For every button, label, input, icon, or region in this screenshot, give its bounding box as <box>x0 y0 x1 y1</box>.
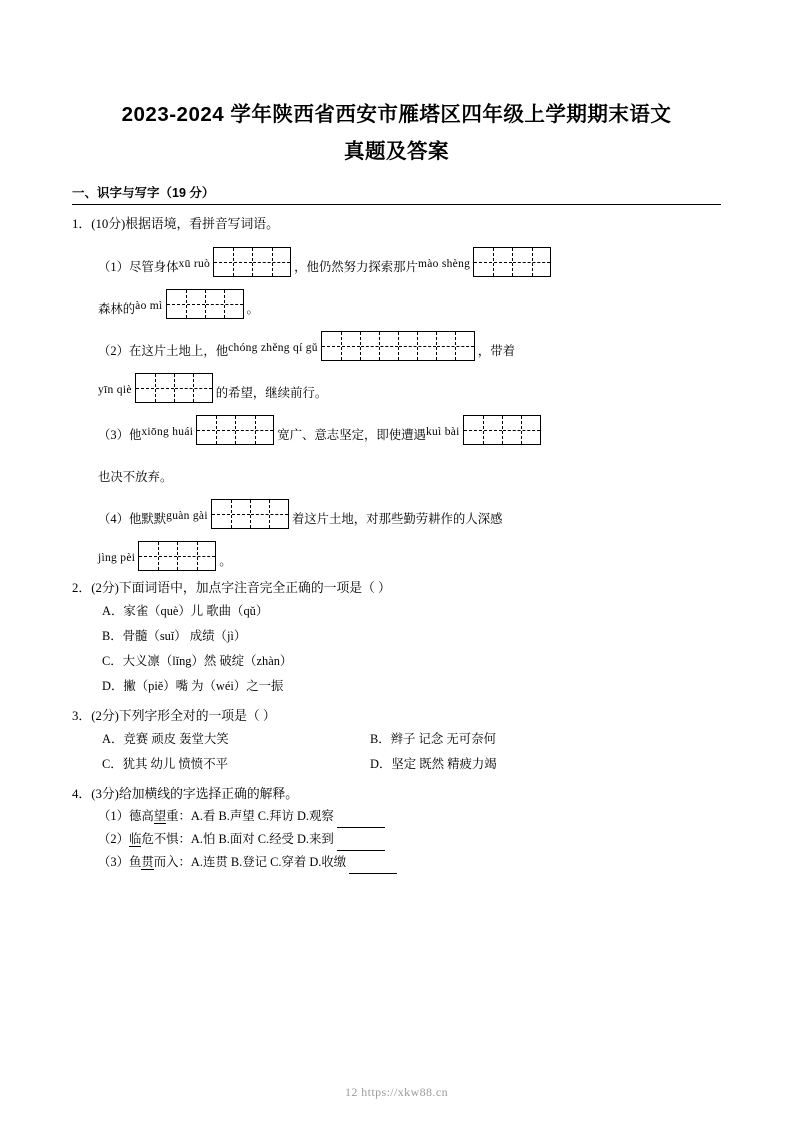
q1-2-tail: 的希望，继续前行。 <box>215 386 328 400</box>
question-4-item-3 <box>98 851 721 874</box>
question-1-item-4-cont <box>98 529 721 571</box>
q4-1-post: 重：A.看 B.声望 C.拜访 D.观察 <box>166 809 334 823</box>
question-4-stem: 4．(3分)给加横线的字选择正确的解释。 <box>72 787 299 801</box>
q1-3-lead: （3）他 <box>98 428 142 442</box>
question-3-row-1 <box>102 727 721 752</box>
q4-2-underlined-char: 临 <box>128 832 142 846</box>
question-1-item-1-cont <box>98 277 721 319</box>
q4-3-underlined-char: 贯 <box>141 855 154 869</box>
q1-3-mid: 宽广、意志坚定，即使遭遇 <box>277 428 426 442</box>
q4-1-underlined-char: 望 <box>153 809 167 823</box>
question-1-item-2 <box>98 319 721 361</box>
question-4-item-2 <box>98 828 721 851</box>
answer-grid[interactable] <box>473 247 551 277</box>
q1-4-lead: （4）他默默 <box>98 512 167 526</box>
q1-1-pinyin-3: ào mì <box>135 300 163 312</box>
q1-3-tail: 也决不放弃。 <box>98 470 173 484</box>
question-3-option-a[interactable]: A．竞赛 顽皮 轰堂大笑 <box>102 732 229 746</box>
q1-1-tail-lead: 森林的 <box>98 302 136 316</box>
q1-3-pinyin-1: xiōng huái <box>141 426 194 438</box>
answer-blank[interactable] <box>349 860 397 874</box>
q1-4-tail: 。 <box>219 554 232 568</box>
question-4-item-1 <box>98 805 721 828</box>
question-1-item-3 <box>98 403 721 445</box>
answer-grid[interactable] <box>138 541 216 571</box>
question-3-row-2 <box>102 752 721 777</box>
answer-blank[interactable] <box>337 837 385 851</box>
question-3-option-c[interactable]: C．犹其 幼儿 愤愤不平 <box>102 757 228 771</box>
q4-1-pre: （1）德高 <box>98 809 154 823</box>
answer-grid[interactable] <box>213 247 291 277</box>
question-1-item-3-cont <box>98 445 721 487</box>
q4-2-pre: （2） <box>98 832 129 846</box>
answer-grid[interactable] <box>463 415 541 445</box>
question-3-stem: 3．(2分)下列字形全对的一项是（ ） <box>72 709 276 723</box>
q4-2-post: 危不惧：A.怕 B.面对 C.经受 D.来到 <box>141 832 334 846</box>
q1-4-pinyin-2: jìng pèi <box>98 552 136 564</box>
answer-blank[interactable] <box>337 814 385 828</box>
q1-3-pinyin-2: kuì bài <box>425 426 460 438</box>
question-2-option-d[interactable]: D．撇（piě）嘴 为（wéi）之一振 <box>102 679 284 693</box>
q1-1-lead: （1）尽管身体 <box>98 260 179 274</box>
answer-grid[interactable] <box>166 289 244 319</box>
question-3-option-b[interactable]: B．辫子 记念 无可奈何 <box>370 732 496 746</box>
q1-4-mid: 着这片土地，对那些勤劳耕作的人深感 <box>291 512 503 526</box>
section-divider <box>72 204 721 205</box>
q1-1-tail: 。 <box>246 302 259 316</box>
q1-2-pinyin-2: yīn qiè <box>98 384 132 396</box>
q1-2-mid: ，带着 <box>477 344 516 358</box>
question-1-item-1 <box>98 235 721 277</box>
question-2-option-b[interactable]: B．骨髓（suǐ） 成绩（jì） <box>102 629 247 643</box>
section-heading-1: 一、识字与写字（19 分） <box>72 186 215 200</box>
answer-grid[interactable] <box>135 373 213 403</box>
question-1-stem: 1．(10分)根据语境，看拼音写词语。 <box>72 217 279 231</box>
q1-1-pinyin-2: mào shèng <box>417 258 471 270</box>
question-2-stem: 2．(2分)下面词语中，加点字注音完全正确的一项是（ ） <box>72 581 391 595</box>
question-1-item-4 <box>98 487 721 529</box>
q1-2-lead: （2）在这片土地上，他 <box>98 344 229 358</box>
answer-grid[interactable] <box>211 499 289 529</box>
q4-3-post: 而入：A.连贯 B.登记 C.穿着 D.收缴 <box>153 855 347 869</box>
answer-grid[interactable] <box>196 415 274 445</box>
page-title-line2: 真题及答案 <box>344 140 449 163</box>
page-footer: 12 https://xkw88.cn <box>345 1085 448 1099</box>
q1-2-pinyin-1: chóng zhěng qí gǔ <box>228 342 318 354</box>
answer-grid[interactable] <box>321 331 475 361</box>
q1-1-mid: ，他仍然努力探索那片 <box>294 260 418 274</box>
question-2-option-c[interactable]: C．大义凛（lǐng）然 破绽（zhàn） <box>102 654 293 668</box>
q4-3-pre: （3）鱼 <box>98 855 142 869</box>
q1-1-pinyin-1: xū ruò <box>178 258 211 270</box>
q1-4-pinyin-1: guàn gài <box>166 510 208 522</box>
question-3-option-d[interactable]: D．坚定 既然 精疲力竭 <box>370 757 497 771</box>
question-2-option-a[interactable]: A．家雀（què）儿 歌曲（qǔ） <box>102 604 269 618</box>
question-1-item-2-cont <box>98 361 721 403</box>
page-title: 2023-2024 学年陕西省西安市雁塔区四年级上学期期末语文 <box>121 103 672 126</box>
